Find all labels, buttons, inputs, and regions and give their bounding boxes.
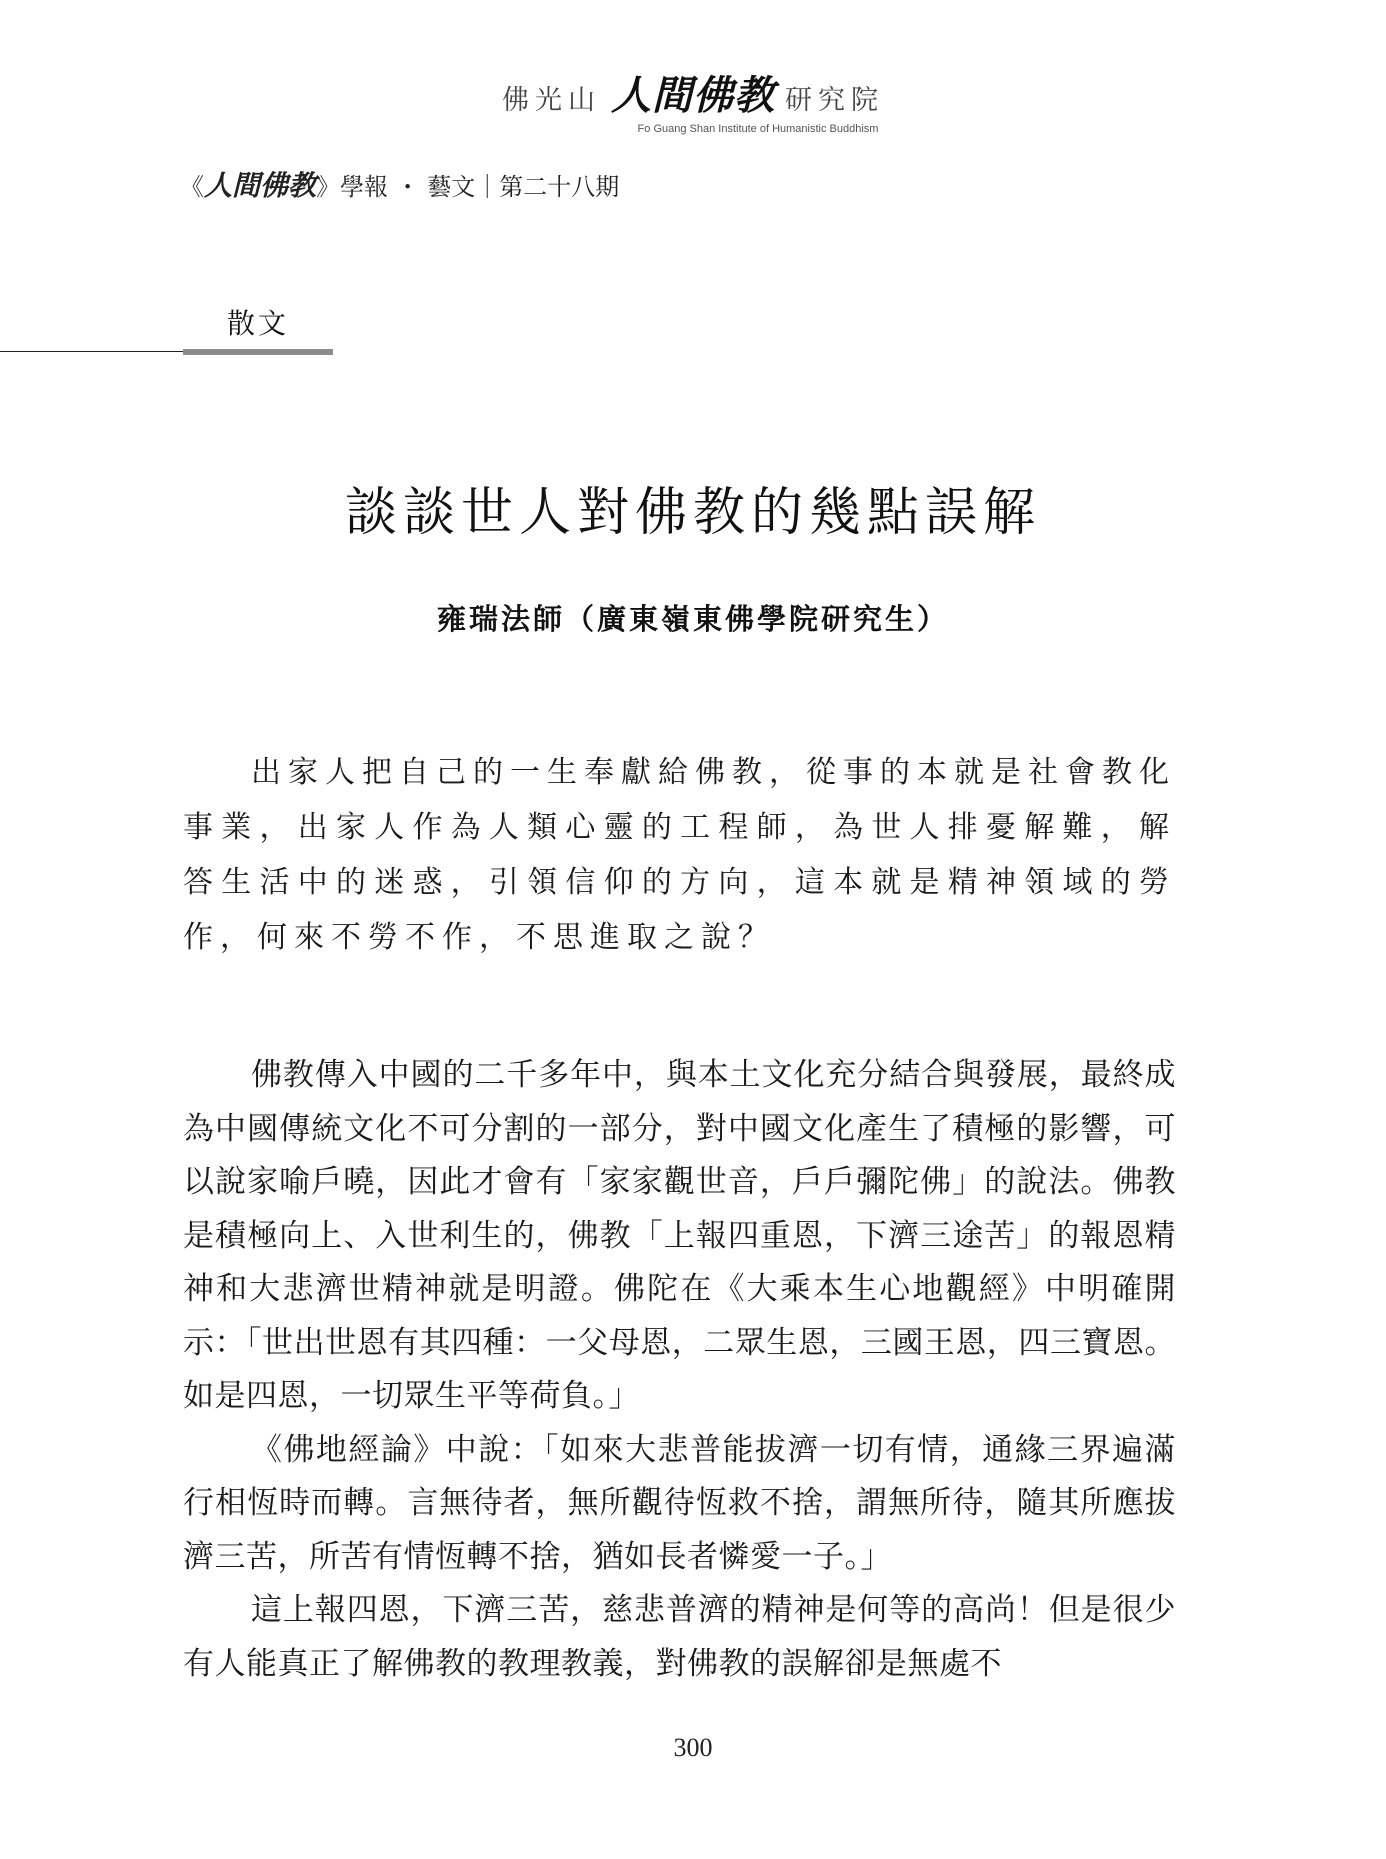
page-number: 300 bbox=[673, 1733, 713, 1762]
section-label: 散文 bbox=[227, 307, 290, 340]
paragraph-4: 這上報四恩，下濟三苦，慈悲普濟的精神是何等的高尚！但是很少有人能真正了解佛教的教理教義，對佛教的誤解卻是無處不 bbox=[183, 1592, 1176, 1682]
paragraph-1: 出家人把自己的一生奉獻給佛教，從事的本就是社會教化事業，出家人作為人類心靈的工程師，為世人排憂解難，解答生活中的迷惑，引領信仰的方向，這本就是精神領域的勞作，何來不勞不作，不思進取之說？ bbox=[183, 755, 1176, 955]
journal-open-bracket: 《 bbox=[180, 173, 204, 201]
paragraph-gap bbox=[183, 965, 1176, 1049]
journal-brand: 人間佛教 bbox=[204, 169, 317, 202]
author-name: 雍瑞法師 bbox=[436, 602, 565, 636]
journal-issue: 》學報 ・ 藝文｜第二十八期 bbox=[316, 173, 620, 201]
institute-name-right: 研究院 bbox=[785, 85, 884, 116]
article-title: 談談世人對佛教的幾點誤解 bbox=[344, 483, 1041, 543]
institute-name-left: 佛光山 bbox=[502, 85, 601, 116]
section-rule-bar bbox=[183, 349, 333, 355]
institute-english-name: Fo Guang Shan Institute of Humanistic Buddhism bbox=[637, 123, 879, 135]
journal-running-header bbox=[180, 164, 619, 204]
institute-logo-text: 人間佛教 bbox=[611, 72, 775, 119]
paragraph-2: 佛教傳入中國的二千多年中，與本土文化充分結合與發展，最終成為中國傳統文化不可分割的一部分，對中國文化產生了積極的影響，可以說家喻戶曉，因此才會有「家家觀世音，戶戶彌陀佛」的說法。佛教是積極向上、入世利生的，佛教「上報四重恩，下濟三途苦」的報恩精神和大悲濟世精神就是明證。佛陀在《大乘本生心地觀經》中明確開示：「世出世恩有其四種：一父母恩，二眾生恩，三國王恩，四三寶恩。如是四恩，一切眾生平等荷負。」 bbox=[183, 1057, 1176, 1414]
institute-masthead bbox=[0, 64, 1386, 135]
article-body bbox=[183, 745, 1176, 1691]
institute-name bbox=[0, 64, 1386, 121]
author-affiliation: （廣東嶺東佛學院研究生） bbox=[565, 602, 950, 636]
paragraph-3: 《佛地經論》中說：「如來大悲普能拔濟一切有情，通緣三界遍滿行相恆時而轉。言無待者，無所觀待恆救不捨，謂無所待，隨其所應拔濟三苦，所苦有情恆轉不捨，猶如長者憐愛一子。」 bbox=[183, 1431, 1176, 1575]
article-byline bbox=[0, 597, 1386, 638]
